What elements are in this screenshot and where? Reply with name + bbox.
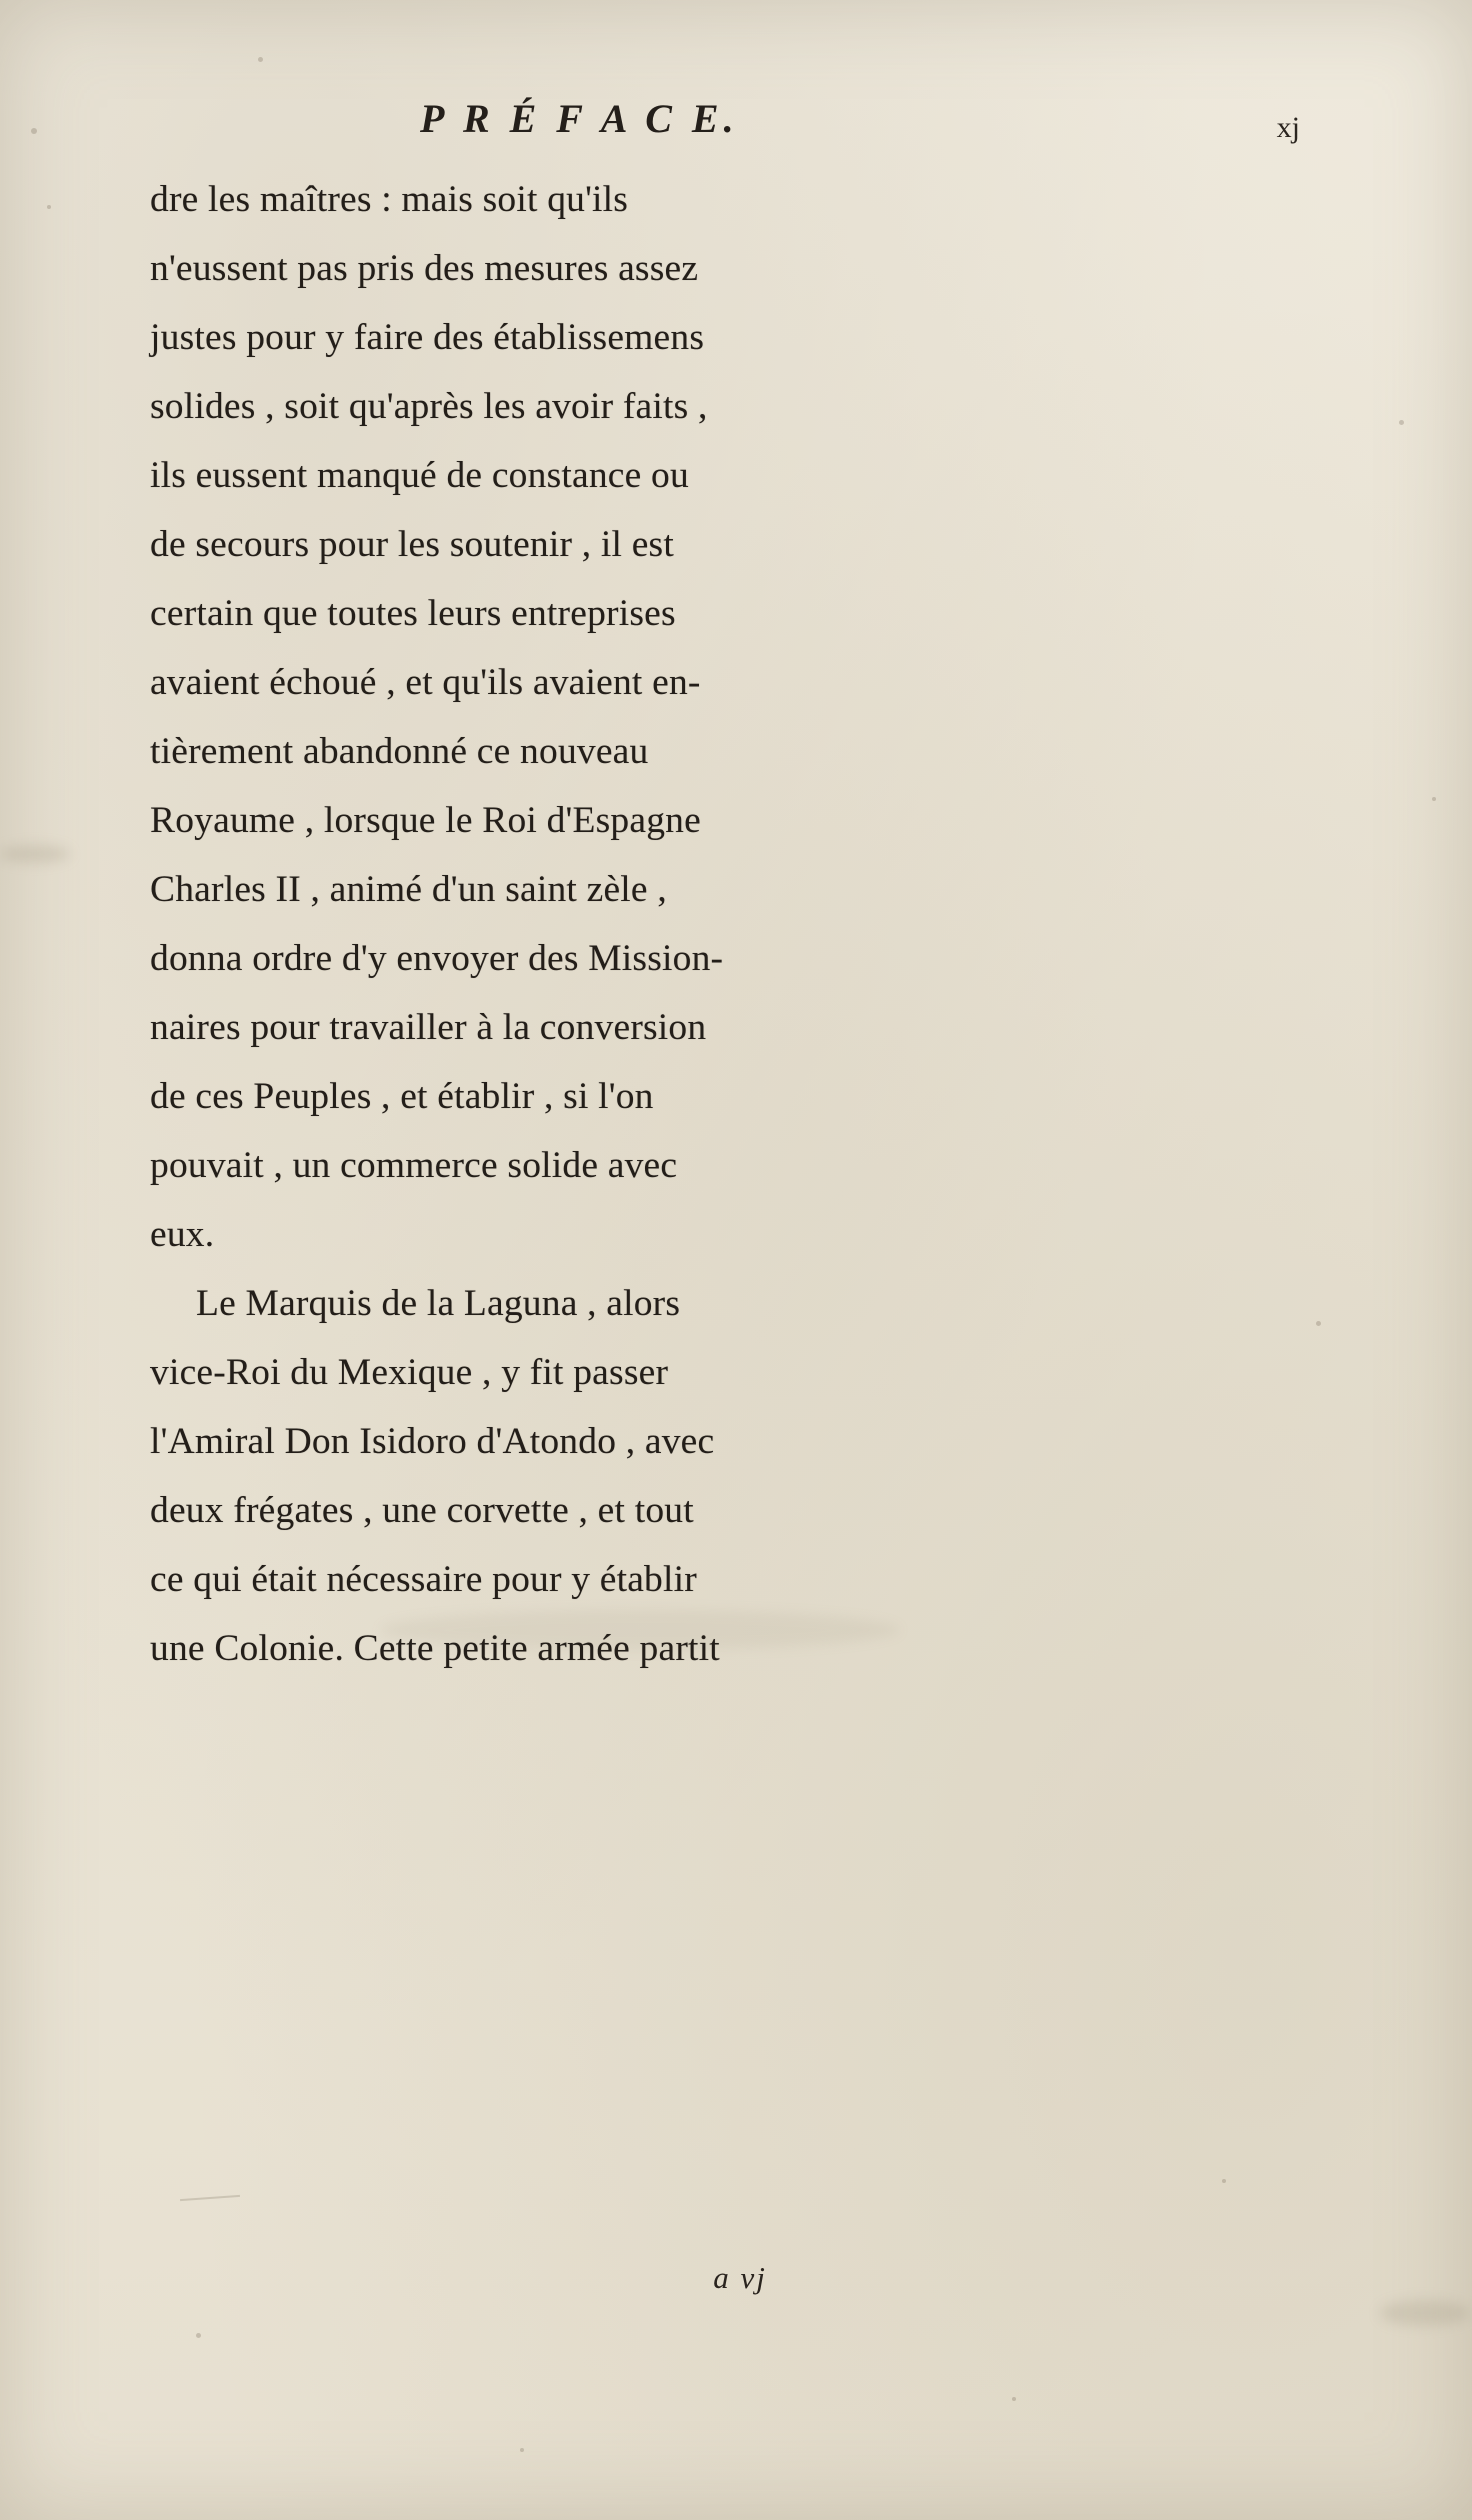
text-line: ils eussent manqué de constance ou [150,455,689,496]
text-line: naires pour travailler à la conversion [150,1007,707,1048]
paper-smudge [1380,2300,1470,2326]
text-line: pouvait , un commerce solide avec [150,1145,678,1186]
text-line [150,1269,1330,1338]
text-line: de secours pour les soutenir , il est [150,524,674,565]
paper-speckle [1399,420,1404,425]
text-line: ce qui était nécessaire pour y établir [150,1559,697,1600]
text-line: solides , soit qu'après les avoir faits , [150,386,708,427]
text-line: n'eussent pas pris des mesures assez [150,248,699,289]
paper-speckle [47,205,51,209]
text-line: tièrement abandonné ce nouveau [150,731,649,772]
text-line: Charles II , animé d'un saint zèle , [150,869,667,910]
paper-speckle [196,2333,201,2338]
paper-speckle [520,2448,524,2452]
text-line: Royaume , lorsque le Roi d'Espagne [150,800,701,841]
text-line: vice-Roi du Mexique , y fit passer [150,1352,669,1393]
paper-speckle [31,128,37,134]
text-line: deux frégates , une corvette , et tout [150,1490,694,1531]
paper-speckle [258,57,263,62]
text-line: avaient échoué , et qu'ils avaient en- [150,662,701,703]
text-line: donna ordre d'y envoyer des Mission- [150,938,724,979]
text-line: justes pour y faire des établissemens [150,317,705,358]
text-line: dre les maîtres : mais soit qu'ils [150,179,629,220]
text-line: eux. [150,1214,215,1255]
paragraph-2 [150,1269,1330,1683]
paper-smudge [0,845,70,863]
text-line: l'Amiral Don Isidoro d'Atondo , avec [150,1421,715,1462]
text-line: de ces Peuples , et établir , si l'on [150,1076,654,1117]
text-line: certain que toutes leurs entreprises [150,593,676,634]
paper-speckle [1222,2179,1226,2183]
signature-mark: a vj [713,2260,767,2295]
text-line: une Colonie. Cette petite armée partit [150,1628,720,1669]
paper-mark [180,2195,240,2201]
paper-speckle [1012,2397,1016,2401]
page-text-block [150,95,1330,2295]
text-line-content: Le Marquis de la Laguna , alors [196,1283,681,1324]
paragraph-1 [150,165,1330,1269]
page-number: xj [1276,111,1300,144]
running-title: P R É F A C E. [420,96,739,141]
page-header [150,95,1330,159]
paper-speckle [1432,797,1436,801]
